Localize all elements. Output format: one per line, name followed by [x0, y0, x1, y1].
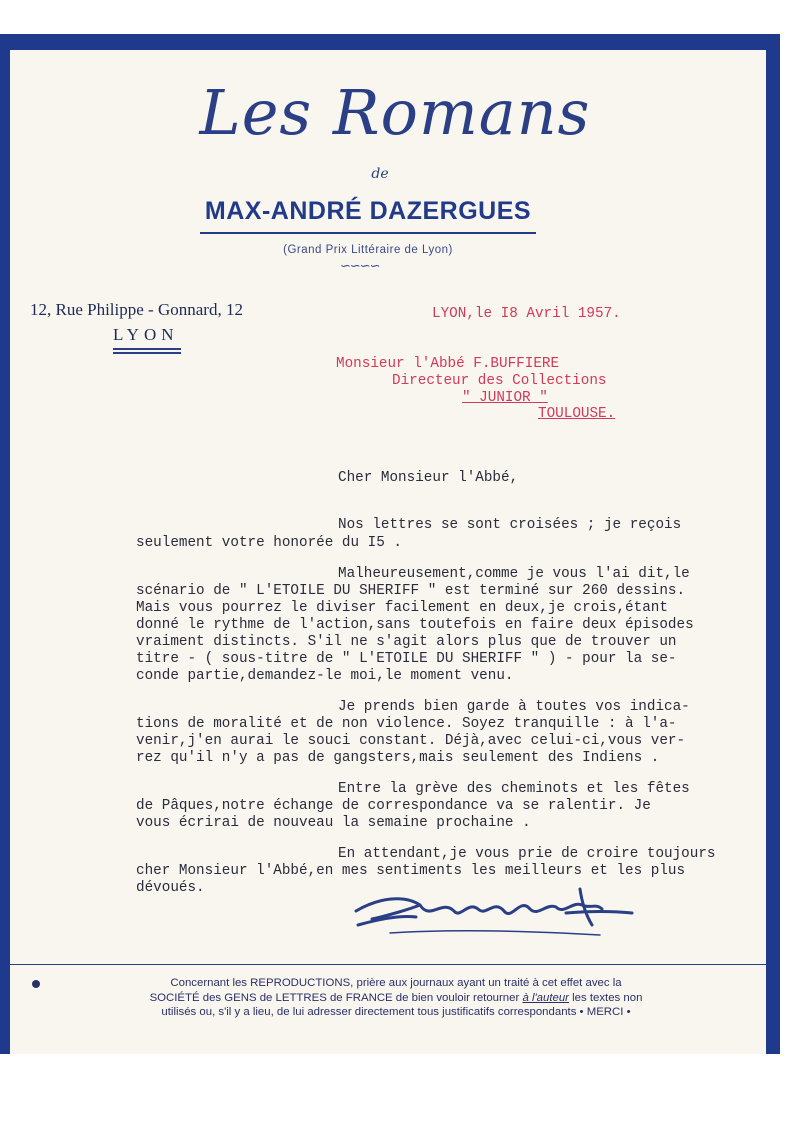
letterhead-prize: (Grand Prix Littéraire de Lyon) [283, 244, 453, 256]
paragraph-2-line-4: donné le rythme de l'action,sans toutefois en faire deux épisodes [136, 617, 694, 633]
recipient-line-1: Monsieur l'Abbé F.BUFFIERE [336, 356, 560, 372]
paragraph-2-line-7: conde partie,demandez-le moi,le moment venu. [136, 668, 514, 684]
sender-address: 12, Rue Philippe - Gonnard, 12 [30, 300, 243, 319]
paragraph-3-line-3: venir,j'en aurai le souci constant. Déjà,avec celui-ci,vous ver- [136, 733, 686, 749]
date-line: LYON,le I8 Avril 1957. [432, 306, 621, 322]
paragraph-5-line-2: cher Monsieur l'Abbé,en mes sentiments les meilleurs et les plus [136, 863, 686, 879]
footer-bullet-icon [32, 980, 40, 988]
sender-city: LYON [113, 325, 179, 344]
paragraph-3-line-2: tions de moralité et de non violence. Soyez tranquille : à l'a- [136, 716, 677, 732]
footer-line-2b: à l'auteur [522, 991, 569, 1004]
footer-line-3: utilisés ou, s'il y a lieu, de lui adresser directement tous justificatifs correspondants • MERCI • [161, 1006, 631, 1019]
recipient-line-3: " JUNIOR " [462, 390, 548, 406]
letterhead-connector: de [371, 166, 389, 182]
paragraph-1-line-2: seulement votre honorée du I5 . [136, 535, 402, 551]
paragraph-3-line-1: Je prends bien garde à toutes vos indica- [338, 699, 690, 715]
footer-rule [10, 964, 766, 965]
recipient-line-2: Directeur des Collections [392, 373, 607, 389]
paragraph-2-line-1: Malheureusement,comme je vous l'ai dit,le [338, 566, 690, 582]
footer-line-2a: SOCIÉTÉ des GENS de LETTRES de FRANCE de bien vouloir retourner [149, 991, 523, 1004]
paragraph-2-line-5: vraiment distincts. S'il ne s'agit alors plus que de trouver un [136, 634, 677, 650]
author-underline [200, 232, 536, 234]
signature-image [350, 885, 640, 945]
paragraph-3-line-4: rez qu'il n'y a pas de gangsters,mais seulement des Indiens . [136, 750, 660, 766]
city-underline-1 [113, 348, 181, 350]
paragraph-1-line-1: Nos lettres se sont croisées ; je reçois [338, 517, 682, 533]
paragraph-2-line-3: Mais vous pourrez le diviser facilement en deux,je crois,étant [136, 600, 668, 616]
paragraph-4-line-1: Entre la grève des cheminots et les fêtes [338, 781, 690, 797]
letterhead-title: Les Romans [199, 76, 591, 149]
paragraph-5-line-3: dévoués. [136, 880, 205, 896]
footer-line-2 [46, 991, 746, 1006]
letterhead-ornament: ∽∽∽∽ [340, 258, 380, 273]
paragraph-2-line-2: scénario de " L'ETOILE DU SHERIFF " est terminé sur 260 dessins. [136, 583, 686, 599]
paragraph-4-line-3: vous écrirai de nouveau la semaine prochaine . [136, 815, 531, 831]
paragraph-2-line-6: titre - ( sous-titre de " L'ETOILE DU SHERIFF " ) - pour la se- [136, 651, 677, 667]
footer-line-1: Concernant les REPRODUCTIONS, prière aux journaux ayant un traité à cet effet avec la [170, 977, 622, 989]
salutation: Cher Monsieur l'Abbé, [338, 470, 519, 486]
paragraph-4-line-2: de Pâques,notre échange de correspondance va se ralentir. Je [136, 798, 651, 814]
letterhead-author: MAX-ANDRÉ DAZERGUES [204, 197, 532, 225]
footer-line-2c: les textes non [568, 991, 643, 1004]
footer-notice [46, 976, 746, 1020]
recipient-line-4: TOULOUSE. [538, 406, 616, 422]
city-underline-2 [113, 352, 181, 354]
paragraph-5-line-1: En attendant,je vous prie de croire toujours [338, 846, 716, 862]
